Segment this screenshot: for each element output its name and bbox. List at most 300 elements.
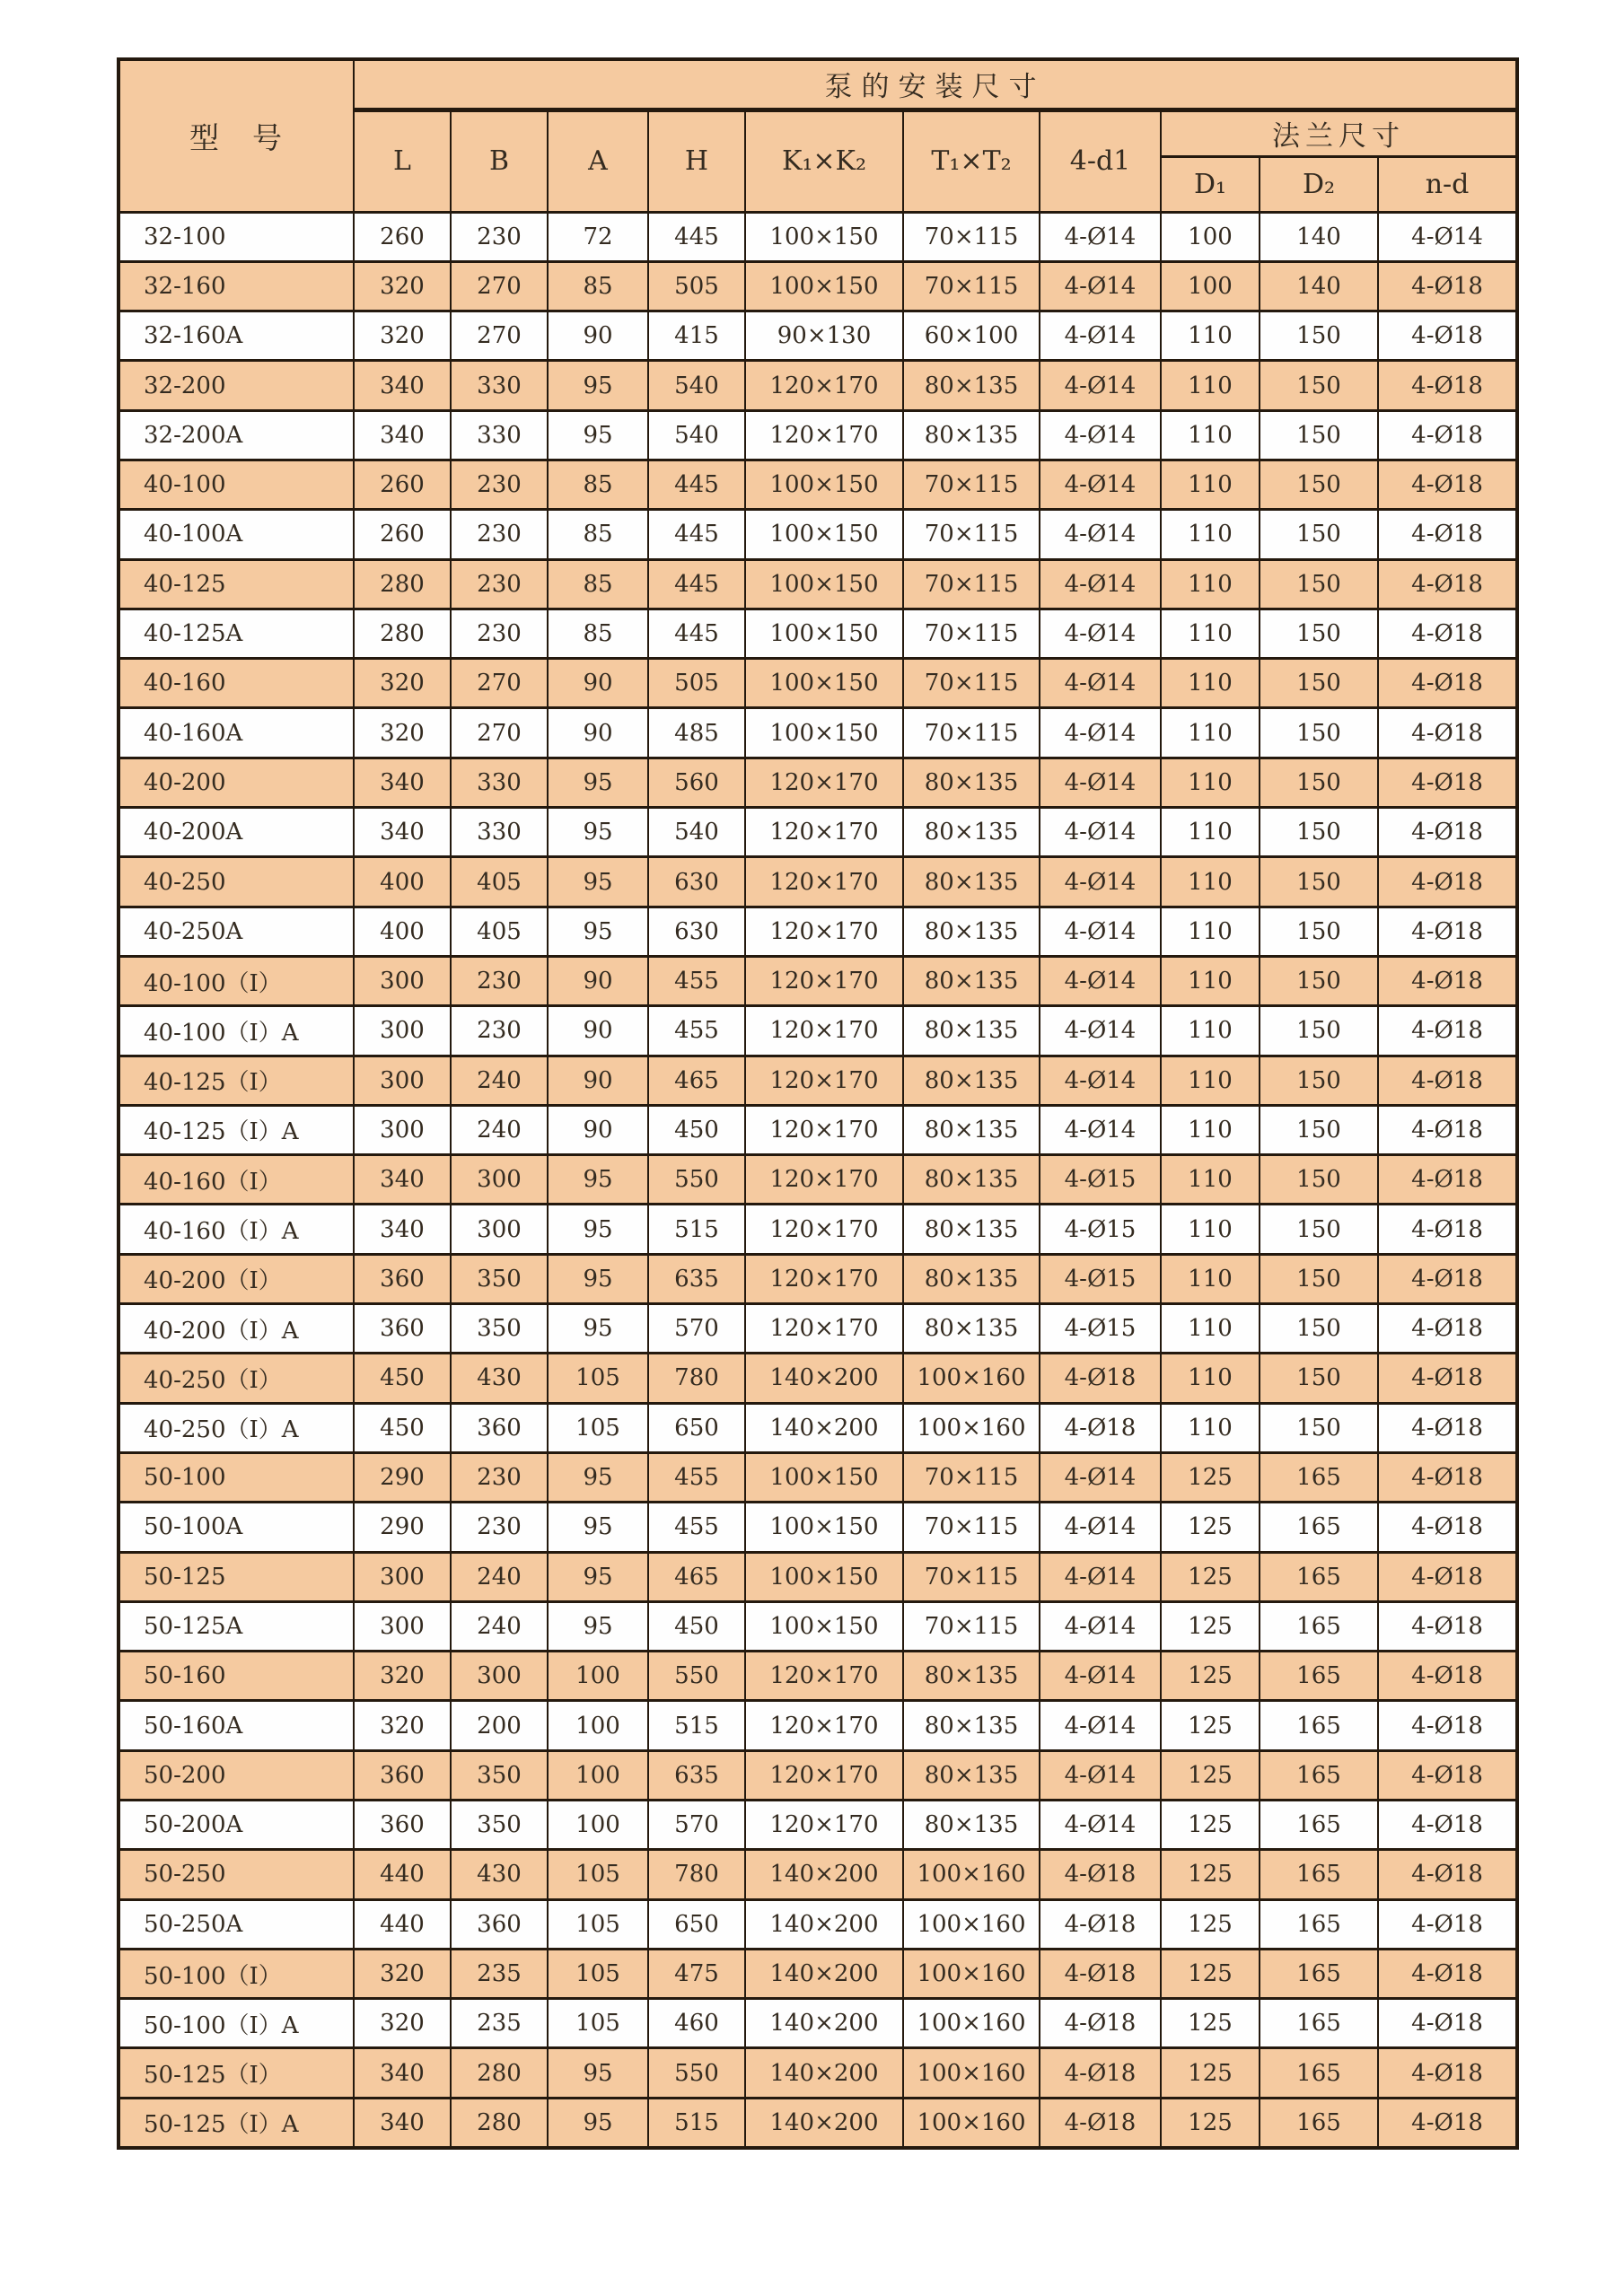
- value-cell: 400: [354, 907, 451, 956]
- value-cell: 150: [1260, 1105, 1378, 1154]
- model-cell: 40-100: [119, 460, 354, 509]
- value-cell: 4-Ø18: [1378, 1552, 1517, 1601]
- value-cell: 4-Ø14: [1040, 460, 1161, 509]
- value-cell: 70×115: [903, 1452, 1040, 1502]
- value-cell: 635: [648, 1750, 745, 1800]
- value-cell: 100×150: [745, 1452, 903, 1502]
- value-cell: 125: [1161, 1652, 1260, 1701]
- value-cell: 140×200: [745, 1403, 903, 1452]
- value-cell: 100×160: [903, 1949, 1040, 1998]
- value-cell: 150: [1260, 1304, 1378, 1354]
- value-cell: 165: [1260, 1801, 1378, 1850]
- model-cell: 40-250A: [119, 907, 354, 956]
- value-cell: 4-Ø14: [1040, 956, 1161, 1005]
- value-cell: 105: [548, 1403, 648, 1452]
- value-cell: 125: [1161, 1999, 1260, 2048]
- value-cell: 150: [1260, 1006, 1378, 1056]
- value-cell: 140×200: [745, 2098, 903, 2147]
- value-cell: 125: [1161, 1801, 1260, 1850]
- value-cell: 165: [1260, 1850, 1378, 1899]
- value-cell: 90: [548, 1006, 648, 1056]
- value-cell: 110: [1161, 1105, 1260, 1154]
- value-cell: 330: [451, 808, 548, 857]
- value-cell: 450: [648, 1601, 745, 1651]
- value-cell: 560: [648, 758, 745, 807]
- value-cell: 4-Ø18: [1040, 1949, 1161, 1998]
- value-cell: 140×200: [745, 1999, 903, 2048]
- value-cell: 4-Ø18: [1378, 708, 1517, 758]
- value-cell: 4-Ø14: [1040, 857, 1161, 907]
- value-cell: 110: [1161, 708, 1260, 758]
- value-cell: 485: [648, 708, 745, 758]
- value-cell: 415: [648, 311, 745, 361]
- value-cell: 445: [648, 510, 745, 559]
- value-cell: 125: [1161, 1552, 1260, 1601]
- value-cell: 465: [648, 1056, 745, 1105]
- value-cell: 125: [1161, 1701, 1260, 1750]
- value-cell: 430: [451, 1354, 548, 1403]
- value-cell: 120×170: [745, 857, 903, 907]
- value-cell: 360: [354, 1801, 451, 1850]
- model-cell: 40-100（I）: [119, 956, 354, 1005]
- value-cell: 100×160: [903, 2048, 1040, 2098]
- column-header-4-d1: 4-d1: [1040, 110, 1161, 212]
- value-cell: 90: [548, 708, 648, 758]
- value-cell: 110: [1161, 956, 1260, 1005]
- value-cell: 540: [648, 808, 745, 857]
- table-row: [119, 1105, 1517, 1154]
- value-cell: 150: [1260, 659, 1378, 708]
- value-cell: 4-Ø18: [1040, 1999, 1161, 2048]
- value-cell: 95: [548, 361, 648, 410]
- model-cell: 32-160: [119, 261, 354, 311]
- value-cell: 4-Ø14: [1040, 1652, 1161, 1701]
- value-cell: 100×160: [903, 1999, 1040, 2048]
- value-cell: 95: [548, 1205, 648, 1254]
- value-cell: 400: [354, 857, 451, 907]
- value-cell: 80×135: [903, 857, 1040, 907]
- table-row: [119, 1006, 1517, 1056]
- value-cell: 230: [451, 1006, 548, 1056]
- table-row: [119, 609, 1517, 658]
- value-cell: 150: [1260, 460, 1378, 509]
- value-cell: 405: [451, 907, 548, 956]
- value-cell: 80×135: [903, 1056, 1040, 1105]
- value-cell: 85: [548, 609, 648, 658]
- value-cell: 100×150: [745, 1503, 903, 1552]
- value-cell: 455: [648, 956, 745, 1005]
- value-cell: 4-Ø18: [1378, 1354, 1517, 1403]
- value-cell: 125: [1161, 1899, 1260, 1949]
- value-cell: 340: [354, 1155, 451, 1205]
- value-cell: 450: [648, 1105, 745, 1154]
- value-cell: 90: [548, 956, 648, 1005]
- value-cell: 4-Ø18: [1378, 510, 1517, 559]
- value-cell: 100: [548, 1652, 648, 1701]
- value-cell: 540: [648, 410, 745, 460]
- value-cell: 550: [648, 1155, 745, 1205]
- value-cell: 330: [451, 410, 548, 460]
- value-cell: 455: [648, 1452, 745, 1502]
- table-row: [119, 460, 1517, 509]
- value-cell: 4-Ø15: [1040, 1205, 1161, 1254]
- value-cell: 230: [451, 609, 548, 658]
- value-cell: 4-Ø18: [1378, 956, 1517, 1005]
- value-cell: 110: [1161, 1056, 1260, 1105]
- value-cell: 85: [548, 510, 648, 559]
- value-cell: 70×115: [903, 1503, 1040, 1552]
- value-cell: 515: [648, 2098, 745, 2147]
- value-cell: 125: [1161, 1949, 1260, 1998]
- value-cell: 445: [648, 460, 745, 509]
- value-cell: 110: [1161, 1254, 1260, 1303]
- value-cell: 4-Ø18: [1378, 758, 1517, 807]
- value-cell: 340: [354, 758, 451, 807]
- value-cell: 120×170: [745, 1801, 903, 1850]
- value-cell: 4-Ø18: [1378, 1006, 1517, 1056]
- table-row: [119, 1254, 1517, 1303]
- value-cell: 340: [354, 361, 451, 410]
- model-cell: 32-200A: [119, 410, 354, 460]
- value-cell: 230: [451, 510, 548, 559]
- value-cell: 110: [1161, 1403, 1260, 1452]
- value-cell: 4-Ø18: [1378, 808, 1517, 857]
- value-cell: 515: [648, 1701, 745, 1750]
- value-cell: 95: [548, 1304, 648, 1354]
- table-row: [119, 1652, 1517, 1701]
- value-cell: 100: [548, 1701, 648, 1750]
- table-row: [119, 708, 1517, 758]
- value-cell: 635: [648, 1254, 745, 1303]
- value-cell: 80×135: [903, 758, 1040, 807]
- value-cell: 300: [451, 1205, 548, 1254]
- value-cell: 80×135: [903, 1304, 1040, 1354]
- value-cell: 340: [354, 2098, 451, 2147]
- column-header-L: L: [354, 110, 451, 212]
- model-cell: 40-125A: [119, 609, 354, 658]
- value-cell: 150: [1260, 808, 1378, 857]
- value-cell: 105: [548, 1999, 648, 2048]
- value-cell: 550: [648, 1652, 745, 1701]
- value-cell: 360: [354, 1254, 451, 1303]
- value-cell: 4-Ø18: [1378, 1254, 1517, 1303]
- value-cell: 120×170: [745, 1750, 903, 1800]
- value-cell: 150: [1260, 1056, 1378, 1105]
- value-cell: 105: [548, 1949, 648, 1998]
- value-cell: 120×170: [745, 1155, 903, 1205]
- table-row: [119, 857, 1517, 907]
- table-row: [119, 2098, 1517, 2147]
- value-cell: 240: [451, 1056, 548, 1105]
- model-cell: 50-125A: [119, 1601, 354, 1651]
- value-cell: 165: [1260, 1503, 1378, 1552]
- value-cell: 4-Ø18: [1378, 1750, 1517, 1800]
- value-cell: 100×150: [745, 659, 903, 708]
- value-cell: 320: [354, 1652, 451, 1701]
- value-cell: 4-Ø14: [1040, 659, 1161, 708]
- table-row: [119, 1354, 1517, 1403]
- value-cell: 80×135: [903, 1652, 1040, 1701]
- value-cell: 100×150: [745, 261, 903, 311]
- model-cell: 40-125: [119, 559, 354, 609]
- value-cell: 230: [451, 559, 548, 609]
- value-cell: 650: [648, 1403, 745, 1452]
- value-cell: 280: [354, 609, 451, 658]
- table-row: [119, 659, 1517, 708]
- value-cell: 140: [1260, 261, 1378, 311]
- value-cell: 4-Ø14: [1040, 758, 1161, 807]
- table-header: [119, 59, 1517, 212]
- value-cell: 4-Ø14: [1040, 559, 1161, 609]
- value-cell: 440: [354, 1899, 451, 1949]
- pump-dimensions-table: [117, 57, 1519, 2150]
- column-header-n-d: n-d: [1378, 156, 1517, 212]
- value-cell: 360: [451, 1899, 548, 1949]
- value-cell: 4-Ø18: [1378, 1105, 1517, 1154]
- value-cell: 140×200: [745, 1899, 903, 1949]
- value-cell: 440: [354, 1850, 451, 1899]
- model-cell: 32-200: [119, 361, 354, 410]
- value-cell: 270: [451, 311, 548, 361]
- value-cell: 4-Ø18: [1378, 1155, 1517, 1205]
- value-cell: 165: [1260, 1452, 1378, 1502]
- value-cell: 290: [354, 1503, 451, 1552]
- value-cell: 80×135: [903, 410, 1040, 460]
- value-cell: 150: [1260, 1354, 1378, 1403]
- value-cell: 80×135: [903, 1801, 1040, 1850]
- value-cell: 4-Ø18: [1378, 1601, 1517, 1651]
- model-cell: 50-125（I）A: [119, 2098, 354, 2147]
- value-cell: 455: [648, 1006, 745, 1056]
- model-cell: 40-200A: [119, 808, 354, 857]
- value-cell: 95: [548, 1452, 648, 1502]
- value-cell: 100: [1161, 212, 1260, 261]
- model-cell: 40-250: [119, 857, 354, 907]
- value-cell: 460: [648, 1999, 745, 2048]
- model-cell: 50-200A: [119, 1801, 354, 1850]
- value-cell: 100×150: [745, 460, 903, 509]
- header-row-top: [119, 59, 1517, 110]
- value-cell: 4-Ø15: [1040, 1254, 1161, 1303]
- value-cell: 165: [1260, 1899, 1378, 1949]
- value-cell: 350: [451, 1304, 548, 1354]
- value-cell: 110: [1161, 758, 1260, 807]
- value-cell: 70×115: [903, 1552, 1040, 1601]
- model-cell: 40-160（I）: [119, 1155, 354, 1205]
- value-cell: 120×170: [745, 410, 903, 460]
- value-cell: 4-Ø18: [1378, 2048, 1517, 2098]
- table-row: [119, 1503, 1517, 1552]
- value-cell: 100: [548, 1801, 648, 1850]
- value-cell: 110: [1161, 311, 1260, 361]
- table-row: [119, 1801, 1517, 1850]
- value-cell: 570: [648, 1801, 745, 1850]
- model-cell: 50-100（I）: [119, 1949, 354, 1998]
- value-cell: 4-Ø18: [1040, 1403, 1161, 1452]
- value-cell: 150: [1260, 311, 1378, 361]
- value-cell: 150: [1260, 907, 1378, 956]
- table-row: [119, 1452, 1517, 1502]
- value-cell: 100×150: [745, 609, 903, 658]
- value-cell: 445: [648, 559, 745, 609]
- value-cell: 300: [451, 1155, 548, 1205]
- value-cell: 4-Ø18: [1040, 1850, 1161, 1899]
- value-cell: 4-Ø14: [1040, 212, 1161, 261]
- value-cell: 4-Ø14: [1040, 510, 1161, 559]
- value-cell: 95: [548, 1254, 648, 1303]
- value-cell: 95: [548, 808, 648, 857]
- value-cell: 230: [451, 212, 548, 261]
- value-cell: 100×150: [745, 212, 903, 261]
- value-cell: 100: [548, 1750, 648, 1800]
- value-cell: 140: [1260, 212, 1378, 261]
- table-row: [119, 2048, 1517, 2098]
- model-cell: 40-125（I）: [119, 1056, 354, 1105]
- value-cell: 290: [354, 1452, 451, 1502]
- value-cell: 360: [354, 1304, 451, 1354]
- value-cell: 70×115: [903, 609, 1040, 658]
- value-cell: 4-Ø18: [1378, 609, 1517, 658]
- value-cell: 70×115: [903, 261, 1040, 311]
- value-cell: 4-Ø14: [1040, 708, 1161, 758]
- value-cell: 110: [1161, 460, 1260, 509]
- value-cell: 120×170: [745, 758, 903, 807]
- value-cell: 270: [451, 261, 548, 311]
- value-cell: 110: [1161, 857, 1260, 907]
- table-row: [119, 1949, 1517, 1998]
- value-cell: 235: [451, 1949, 548, 1998]
- table-row: [119, 510, 1517, 559]
- value-cell: 100×150: [745, 1552, 903, 1601]
- model-cell: 40-160: [119, 659, 354, 708]
- value-cell: 240: [451, 1601, 548, 1651]
- value-cell: 80×135: [903, 808, 1040, 857]
- value-cell: 165: [1260, 1601, 1378, 1651]
- model-cell: 32-100: [119, 212, 354, 261]
- value-cell: 110: [1161, 510, 1260, 559]
- value-cell: 110: [1161, 907, 1260, 956]
- model-cell: 50-125（I）: [119, 2048, 354, 2098]
- table-row: [119, 1056, 1517, 1105]
- value-cell: 430: [451, 1850, 548, 1899]
- value-cell: 85: [548, 460, 648, 509]
- value-cell: 320: [354, 311, 451, 361]
- value-cell: 110: [1161, 659, 1260, 708]
- value-cell: 4-Ø18: [1378, 410, 1517, 460]
- table-row: [119, 1155, 1517, 1205]
- value-cell: 100×160: [903, 2098, 1040, 2147]
- value-cell: 165: [1260, 1949, 1378, 1998]
- value-cell: 300: [354, 1105, 451, 1154]
- value-cell: 350: [451, 1254, 548, 1303]
- model-cell: 40-200（I）: [119, 1254, 354, 1303]
- value-cell: 455: [648, 1503, 745, 1552]
- value-cell: 230: [451, 956, 548, 1005]
- model-cell: 32-160A: [119, 311, 354, 361]
- value-cell: 95: [548, 410, 648, 460]
- value-cell: 165: [1260, 1701, 1378, 1750]
- value-cell: 120×170: [745, 1701, 903, 1750]
- value-cell: 300: [354, 956, 451, 1005]
- value-cell: 70×115: [903, 212, 1040, 261]
- column-header-H: H: [648, 110, 745, 212]
- value-cell: 4-Ø18: [1378, 361, 1517, 410]
- value-cell: 110: [1161, 609, 1260, 658]
- value-cell: 105: [548, 1354, 648, 1403]
- value-cell: 100×160: [903, 1899, 1040, 1949]
- value-cell: 340: [354, 1205, 451, 1254]
- value-cell: 70×115: [903, 460, 1040, 509]
- value-cell: 4-Ø14: [1040, 1601, 1161, 1651]
- value-cell: 90: [548, 1056, 648, 1105]
- value-cell: 70×115: [903, 659, 1040, 708]
- model-cell: 50-160: [119, 1652, 354, 1701]
- value-cell: 4-Ø18: [1378, 1503, 1517, 1552]
- value-cell: 95: [548, 1552, 648, 1601]
- value-cell: 320: [354, 1701, 451, 1750]
- model-cell: 50-160A: [119, 1701, 354, 1750]
- value-cell: 70×115: [903, 708, 1040, 758]
- value-cell: 110: [1161, 410, 1260, 460]
- value-cell: 150: [1260, 857, 1378, 907]
- value-cell: 405: [451, 857, 548, 907]
- value-cell: 90: [548, 311, 648, 361]
- value-cell: 120×170: [745, 1254, 903, 1303]
- value-cell: 110: [1161, 559, 1260, 609]
- value-cell: 125: [1161, 1601, 1260, 1651]
- value-cell: 4-Ø14: [1040, 1105, 1161, 1154]
- value-cell: 4-Ø18: [1378, 1701, 1517, 1750]
- value-cell: 320: [354, 1949, 451, 1998]
- value-cell: 270: [451, 659, 548, 708]
- value-cell: 320: [354, 261, 451, 311]
- value-cell: 465: [648, 1552, 745, 1601]
- value-cell: 320: [354, 659, 451, 708]
- value-cell: 150: [1260, 361, 1378, 410]
- model-column-header: 型 号: [119, 59, 354, 212]
- value-cell: 300: [451, 1652, 548, 1701]
- value-cell: 120×170: [745, 361, 903, 410]
- value-cell: 72: [548, 212, 648, 261]
- value-cell: 4-Ø14: [1378, 212, 1517, 261]
- value-cell: 100×150: [745, 708, 903, 758]
- value-cell: 4-Ø14: [1040, 1701, 1161, 1750]
- value-cell: 125: [1161, 1750, 1260, 1800]
- value-cell: 4-Ø18: [1378, 1452, 1517, 1502]
- value-cell: 4-Ø18: [1378, 1056, 1517, 1105]
- value-cell: 120×170: [745, 907, 903, 956]
- value-cell: 120×170: [745, 808, 903, 857]
- value-cell: 150: [1260, 1254, 1378, 1303]
- value-cell: 110: [1161, 1006, 1260, 1056]
- value-cell: 4-Ø18: [1378, 857, 1517, 907]
- value-cell: 165: [1260, 1652, 1378, 1701]
- value-cell: 150: [1260, 758, 1378, 807]
- value-cell: 95: [548, 758, 648, 807]
- value-cell: 110: [1161, 361, 1260, 410]
- value-cell: 360: [451, 1403, 548, 1452]
- value-cell: 110: [1161, 1304, 1260, 1354]
- value-cell: 570: [648, 1304, 745, 1354]
- value-cell: 80×135: [903, 1701, 1040, 1750]
- value-cell: 120×170: [745, 1105, 903, 1154]
- value-cell: 4-Ø14: [1040, 1801, 1161, 1850]
- value-cell: 4-Ø14: [1040, 1056, 1161, 1105]
- value-cell: 110: [1161, 1155, 1260, 1205]
- value-cell: 120×170: [745, 1304, 903, 1354]
- model-cell: 40-250（I）A: [119, 1403, 354, 1452]
- value-cell: 80×135: [903, 956, 1040, 1005]
